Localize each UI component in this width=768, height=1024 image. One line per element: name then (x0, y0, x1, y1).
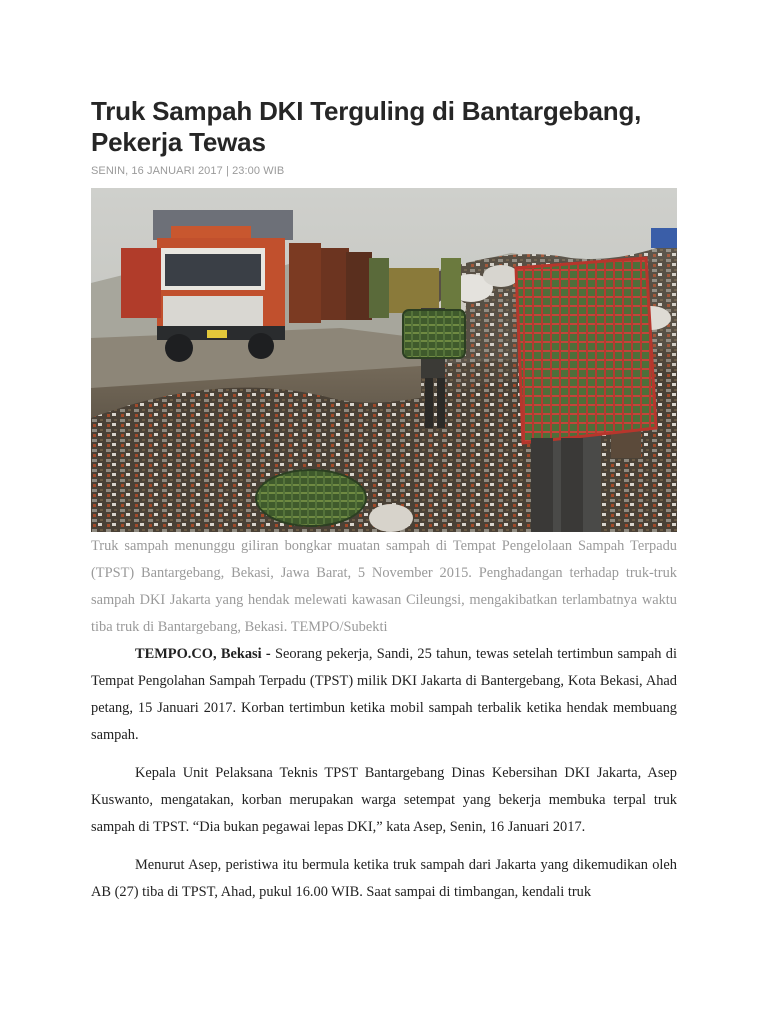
article-title: Truk Sampah DKI Terguling di Bantargebang, Pekerja Tewas (91, 96, 642, 157)
article-paragraph (91, 641, 677, 749)
article-paragraph: Menurut Asep, peristiwa itu bermula ketika truk sampah dari Jakarta yang dikemudikan oleh AB (27) tiba di TPST, Ahad, pukul 16.00 WIB. Saat sampai di timbangan, kendali truk (91, 857, 677, 900)
paragraph-text: Seorang pekerja, Sandi, 25 tahun, tewas setelah tertimbun sampah di Tempat Pengolahan Sampah Terpadu (TPST) milik DKI Jakarta di Bantergebang, Kota Bekasi, Ahad petang, 15 Januari 2017. Korban tertimbun ketika mobil sampah terbalik ketika hendak membuang sampah. (91, 646, 677, 743)
photo-caption: Truk sampah menunggu giliran bongkar muatan sampah di Tempat Pengelolaan Sampah Terpadu (TPST) Bantargebang, Bekasi, Jawa Barat, 5 November 2015. Penghadangan terhadap truk-truk sampah DKI Jakarta yang hendak melewati kawasan Cileungsi, mengakibatkan terlambatnya waktu tiba truk di Bantargebang, Bekasi. TEMPO/Subekti (91, 538, 677, 635)
article-photo (91, 188, 677, 532)
lead-source: TEMPO.CO, Bekasi - (135, 646, 271, 662)
article-paragraph: Kepala Unit Pelaksana Teknis TPST Bantargebang Dinas Kebersihan DKI Jakarta, Asep Kuswanto, mengatakan, korban merupakan warga setempat yang bekerja membuka terpal truk sampah di TPST. “Dia bukan pegawai lepas DKI,” kata Asep, Senin, 16 Januari 2017. (91, 765, 677, 835)
article (91, 96, 677, 906)
article-dateline: SENIN, 16 JANUARI 2017 | 23:00 WIB (91, 165, 285, 177)
